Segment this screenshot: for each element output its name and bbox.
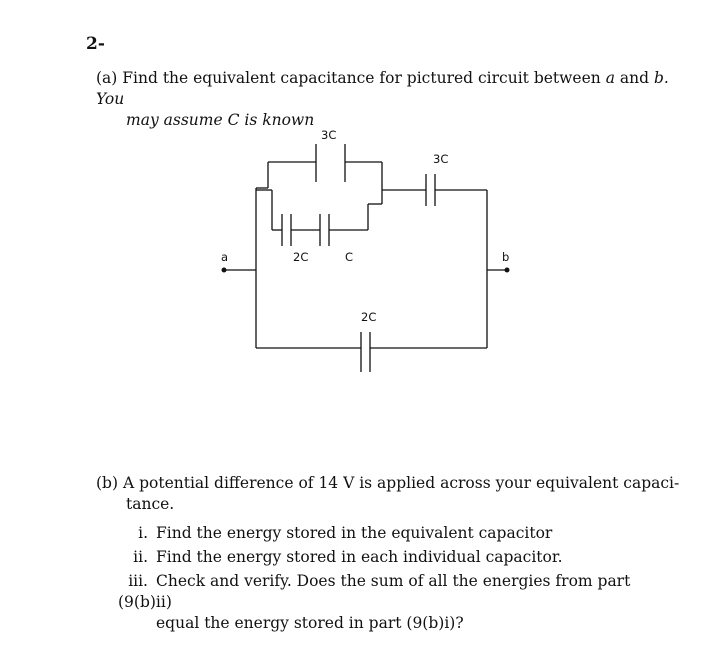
part-a-sentence: Find the equivalent capacitance for pictured circuit between (122, 69, 601, 87)
item-text: Check and verify. Does the sum of all the energies from part (9(b)ii) (118, 572, 631, 611)
var-b: b. (653, 69, 669, 87)
part-a-label: (a) (96, 69, 118, 87)
part-b-label: (b) (96, 474, 119, 492)
label-bottom-2c: 2C (361, 310, 377, 324)
label-right-3c: 3C (433, 152, 449, 166)
part-b-line2: tance. (126, 495, 175, 513)
word-and: and (619, 69, 650, 87)
terminal-a-dot (222, 268, 227, 273)
label-mid-c: C (345, 250, 354, 264)
may-assume: may assume (126, 111, 223, 129)
circuit-diagram (200, 120, 520, 390)
label-terminal-b: b (502, 250, 510, 264)
label-terminal-a: a (221, 250, 229, 264)
item-text: Find the energy stored in each individual capacitor. (156, 548, 563, 566)
terminal-b-dot (505, 268, 510, 273)
list-item (118, 523, 552, 544)
word-you: You (96, 90, 125, 108)
item-number: i. (138, 524, 148, 542)
item-text: Find the energy stored in the equivalent capacitor (156, 524, 553, 542)
var-a: a (605, 69, 615, 87)
list-item (118, 571, 688, 634)
part-b-text (96, 473, 686, 515)
question-number: 2- (86, 34, 105, 54)
part-b-line1: A potential difference of 14 V is applied across your equivalent capaci- (122, 474, 680, 492)
item-number: ii. (133, 548, 148, 566)
item-text-cont: equal the energy stored in part (9(b)i)? (156, 614, 464, 632)
var-c: C (227, 111, 240, 129)
list-item (118, 547, 563, 568)
item-number: iii. (128, 572, 148, 590)
is-known: is known (244, 111, 315, 129)
label-left-2c: 2C (293, 250, 309, 264)
label-top-3c: 3C (321, 128, 337, 142)
